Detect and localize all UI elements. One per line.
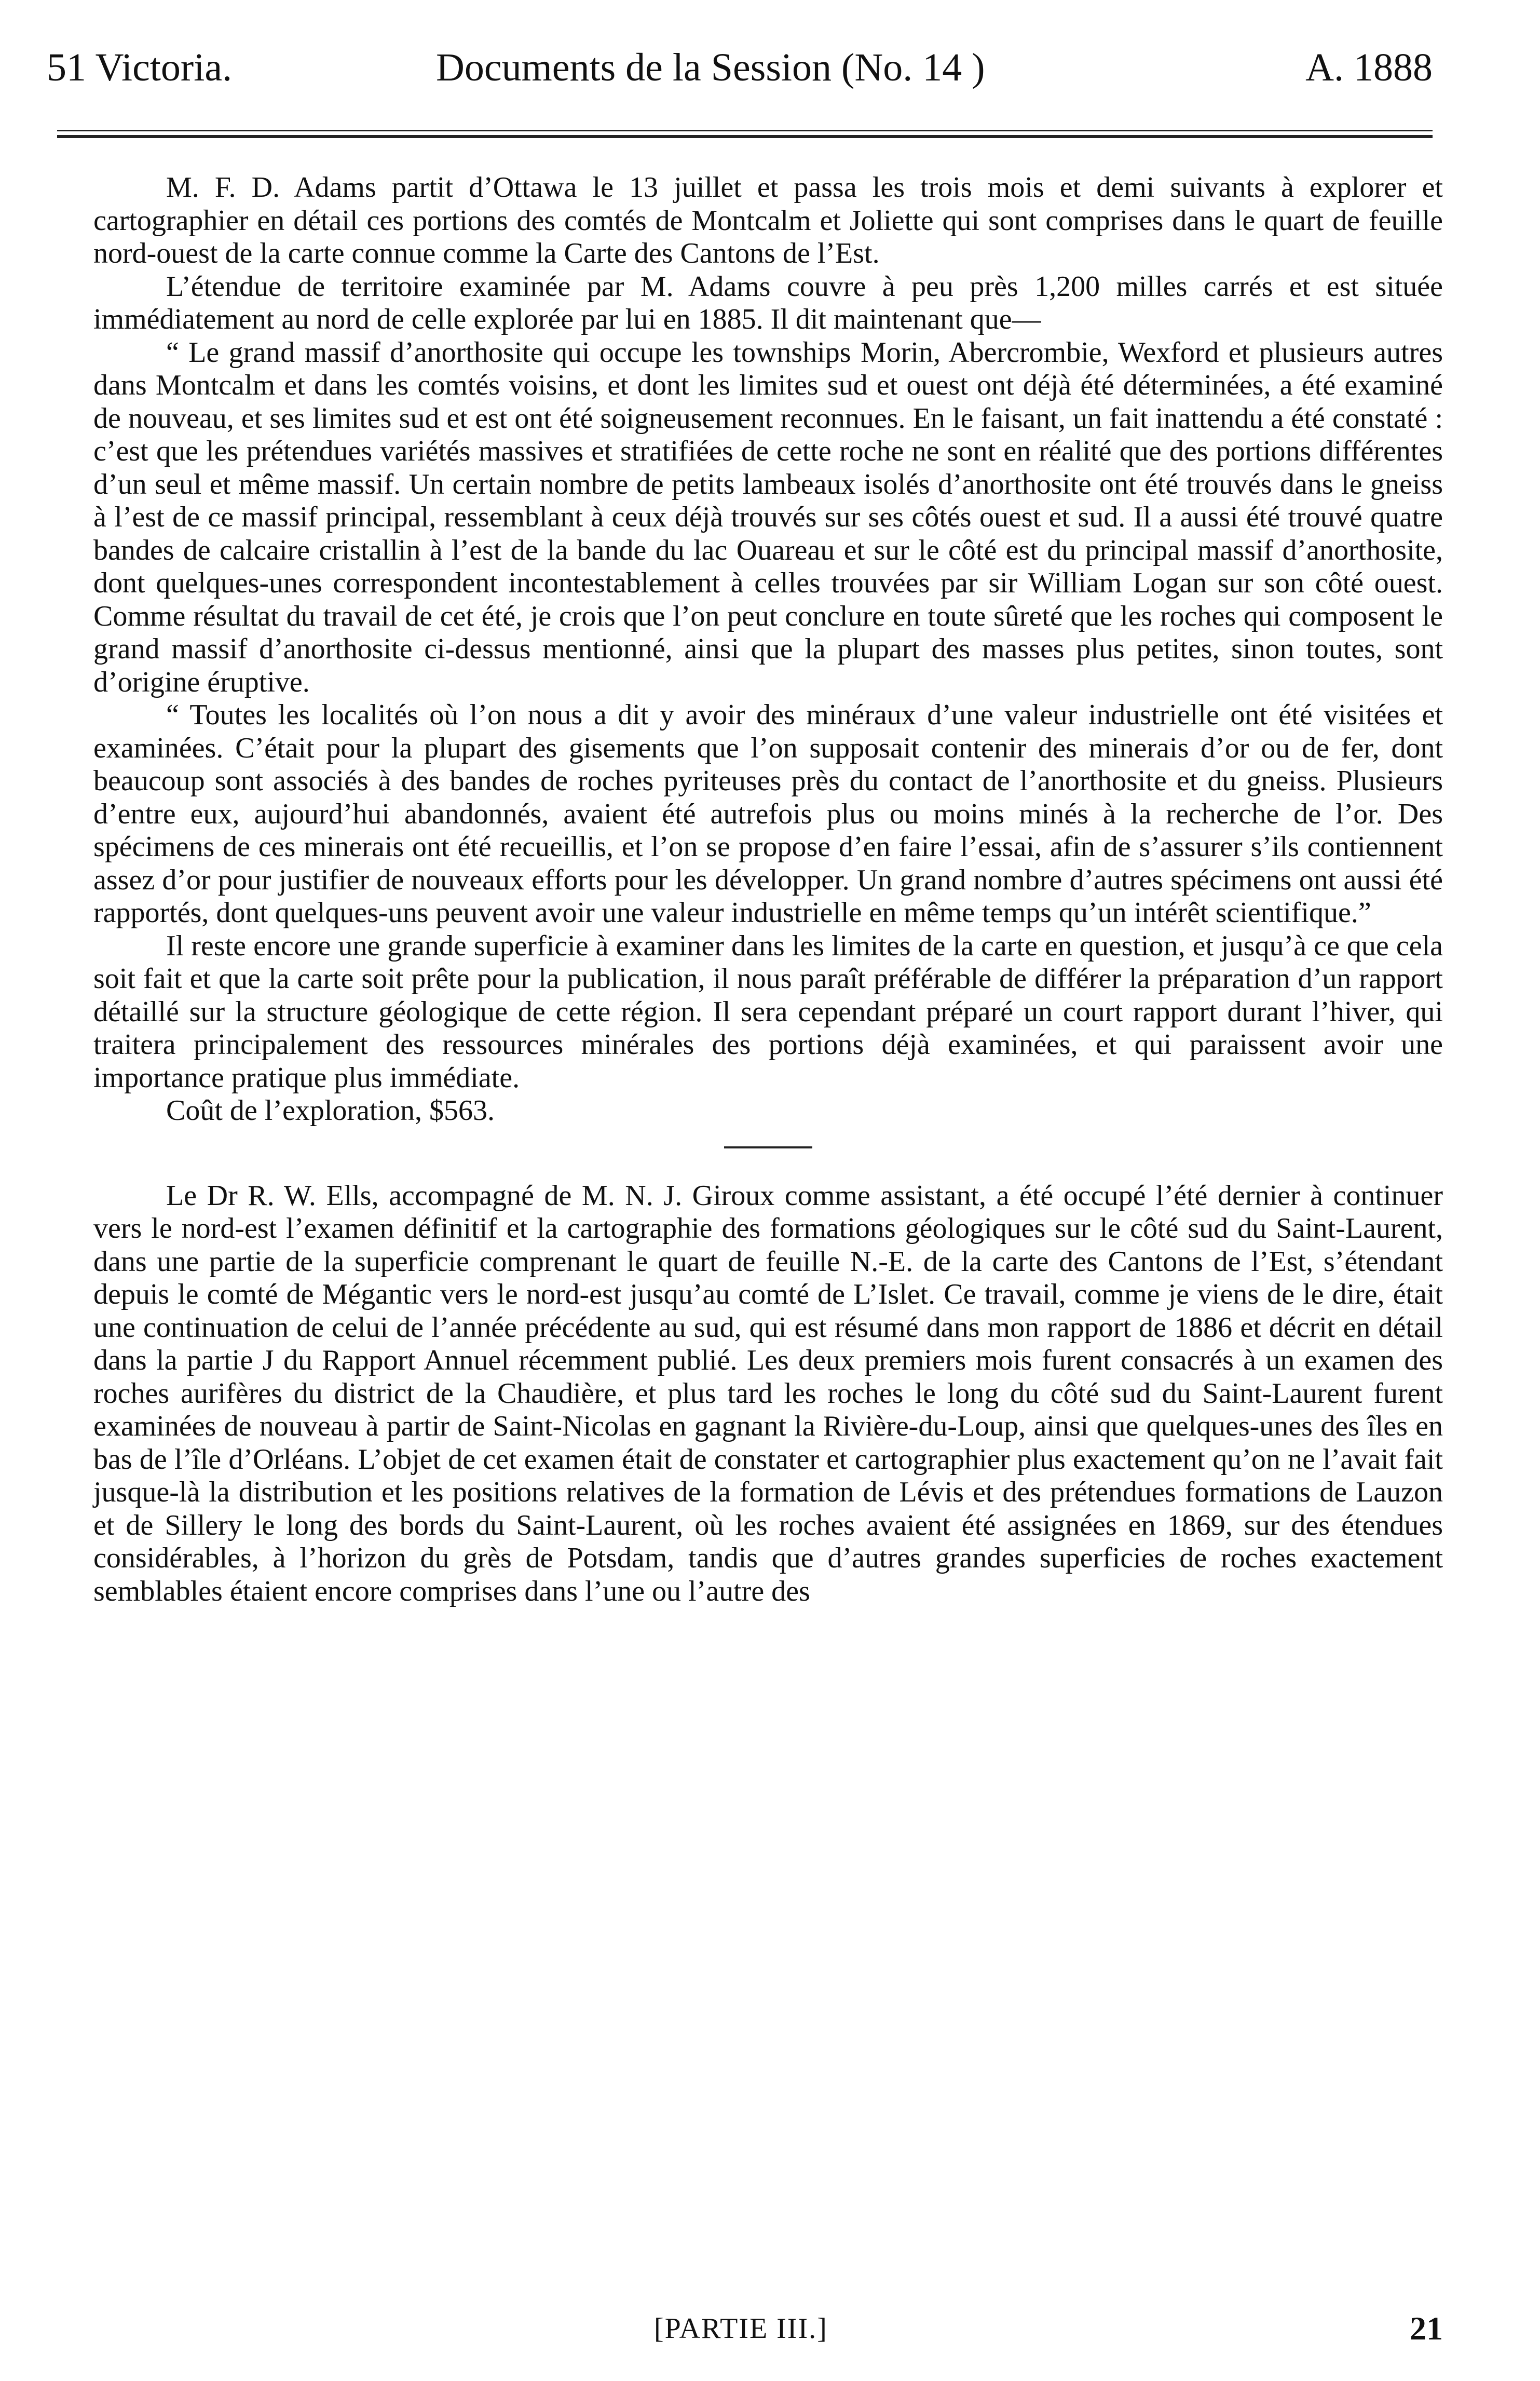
header-rule: [57, 130, 1433, 138]
paragraph: M. F. D. Adams partit d’Ottawa le 13 juillet et passa les trois mois et demi suivants à explorer et cartographier en détail ces portions des comtés de Montcalm et Joliette qui sont comprises dans le quart de feuille nord-ouest de la carte connue comme la Carte des Cantons de l’Est.: [93, 171, 1443, 269]
quoted-paragraph: “ Le grand massif d’anorthosite qui occupe les townships Morin, Abercrombie, Wexford et plusieurs autres dans Montcalm et dans les comtés voisins, et dont les limites sud et ouest ont déjà été déterminées, a été examiné de nouveau, et ses limites sud et est ont été soigneusement reconnues. En le faisant, un fait inattendu a été constaté : c’est que les prétendues variétés massives et stratifiées de cette roche ne sont en réalité que des portions différentes d’un seul et même massif. Un certain nombre de petits lambeaux isolés d’anorthosite ont été trouvés dans le gneiss à l’est de ce massif principal, ressemblant à ceux déjà trouvés sur ses côtés ouest et sud. Il a aussi été trouvé quatre bandes de calcaire cristallin à l’est de la bande du lac Ouareau et sur le côté est du principal massif d’anorthosite, dont quelques-unes correspondent incontestablement à celles trouvées par sir William Logan sur son côté ouest. Comme résultat du travail de cet été, je crois que l’on peut conclure en toute sûreté que les roches qui composent le grand massif d’anorthosite ci-dessus mentionné, ainsi que la plupart des masses plus petites, sinon toutes, sont d’origine éruptive.: [93, 336, 1443, 698]
cost-line: Coût de l’exploration, $563.: [166, 1094, 495, 1127]
paragraph: Il reste encore une grande superficie à examiner dans les limites de la carte en question, et jusqu’à ce que cela soit fait et que la carte soit prête pour la publication, il nous paraît préférable de différer la préparation d’un rapport détaillé sur la structure géologique de cette région. Il sera cependant préparé un court rapport durant l’hiver, qui traitera principalement des ressources minérales des portions déjà examinées, et qui paraissent avoir une importance pratique plus immédiate.: [93, 929, 1443, 1094]
paragraph: Le Dr R. W. Ells, accompagné de M. N. J. Giroux comme assistant, a été occupé l’été dernier à continuer vers le nord-est l’examen définitif et la cartographie des formations géologiques sur le côté sud du Saint-Laurent, dans une partie de la superficie comprenant le quart de feuille N.-E. de la carte des Cantons de l’Est, s’étendant depuis le comté de Mégantic vers le nord-est jusqu’au comté de L’Islet. Ce travail, comme je viens de le dire, était une continuation de celui de l’année précédente au sud, qui est résumé dans mon rapport de 1886 et décrit en détail dans la partie J du Rapport Annuel récemment publié. Les deux premiers mois furent consacrés à un examen des roches aurifères du district de la Chaudière, et plus tard les roches le long du côté sud du Saint-Laurent furent examinées de nouveau à partir de Saint-Nicolas en gagnant la Rivière-du-Loup, ainsi que quelques-unes des îles en bas de l’île d’Orléans. L’objet de cet examen était de constater et cartographier plus exactement qu’on ne l’avait fait jusque-là la distribution et les positions relatives de la formation de Lévis et des prétendues formations de Lauzon et de Sillery le long des bords du Saint-Laurent, où les roches avaient été assignées en 1869, sur des étendues considérables, à l’horizon du grès de Potsdam, tandis que d’autres grandes superficies de roches exactement semblables étaient encore comprises dans l’une ou l’autre des: [93, 1179, 1443, 1607]
page-header: [47, 36, 1433, 99]
header-volume: 51 Victoria.: [47, 46, 233, 89]
quoted-paragraph: “ Toutes les localités où l’on nous a dit y avoir des minéraux d’une valeur industrielle ont été visitées et examinées. C’était pour la plupart des gisements que l’on supposait contenir des minerais d’or ou de fer, dont beaucoup sont associés à des bandes de roches pyriteuses près du contact de l’anorthosite et du gneiss. Plusieurs d’entre eux, aujourd’hui abandonnés, avaient été autrefois plus ou moins minés à la recherche de l’or. Des spécimens de ces minerais ont été recueillis, et l’on se propose d’en faire l’essai, afin de s’assurer s’ils contiennent assez d’or pour justifier de nouveaux efforts pour les développer. Un grand nombre d’autres spécimens ont aussi été rapportés, dont quelques-uns peuvent avoir une valeur industrielle en même temps qu’un intérêt scientifique.”: [93, 699, 1443, 929]
paragraph: L’étendue de territoire examinée par M. Adams couvre à peu près 1,200 milles carrés et est située immédiatement au nord de celle explorée par lui en 1885. Il dit maintenant que—: [93, 270, 1443, 335]
body-text: [93, 171, 1443, 1608]
page-number: 21: [1410, 2310, 1443, 2347]
section-divider: [724, 1146, 812, 1148]
page-footer: [93, 2305, 1443, 2352]
header-year: A. 1888: [1305, 46, 1433, 89]
header-title: Documents de la Session (No. 14 ): [436, 46, 985, 89]
footer-part-label: [PARTIE III.]: [654, 2312, 828, 2345]
